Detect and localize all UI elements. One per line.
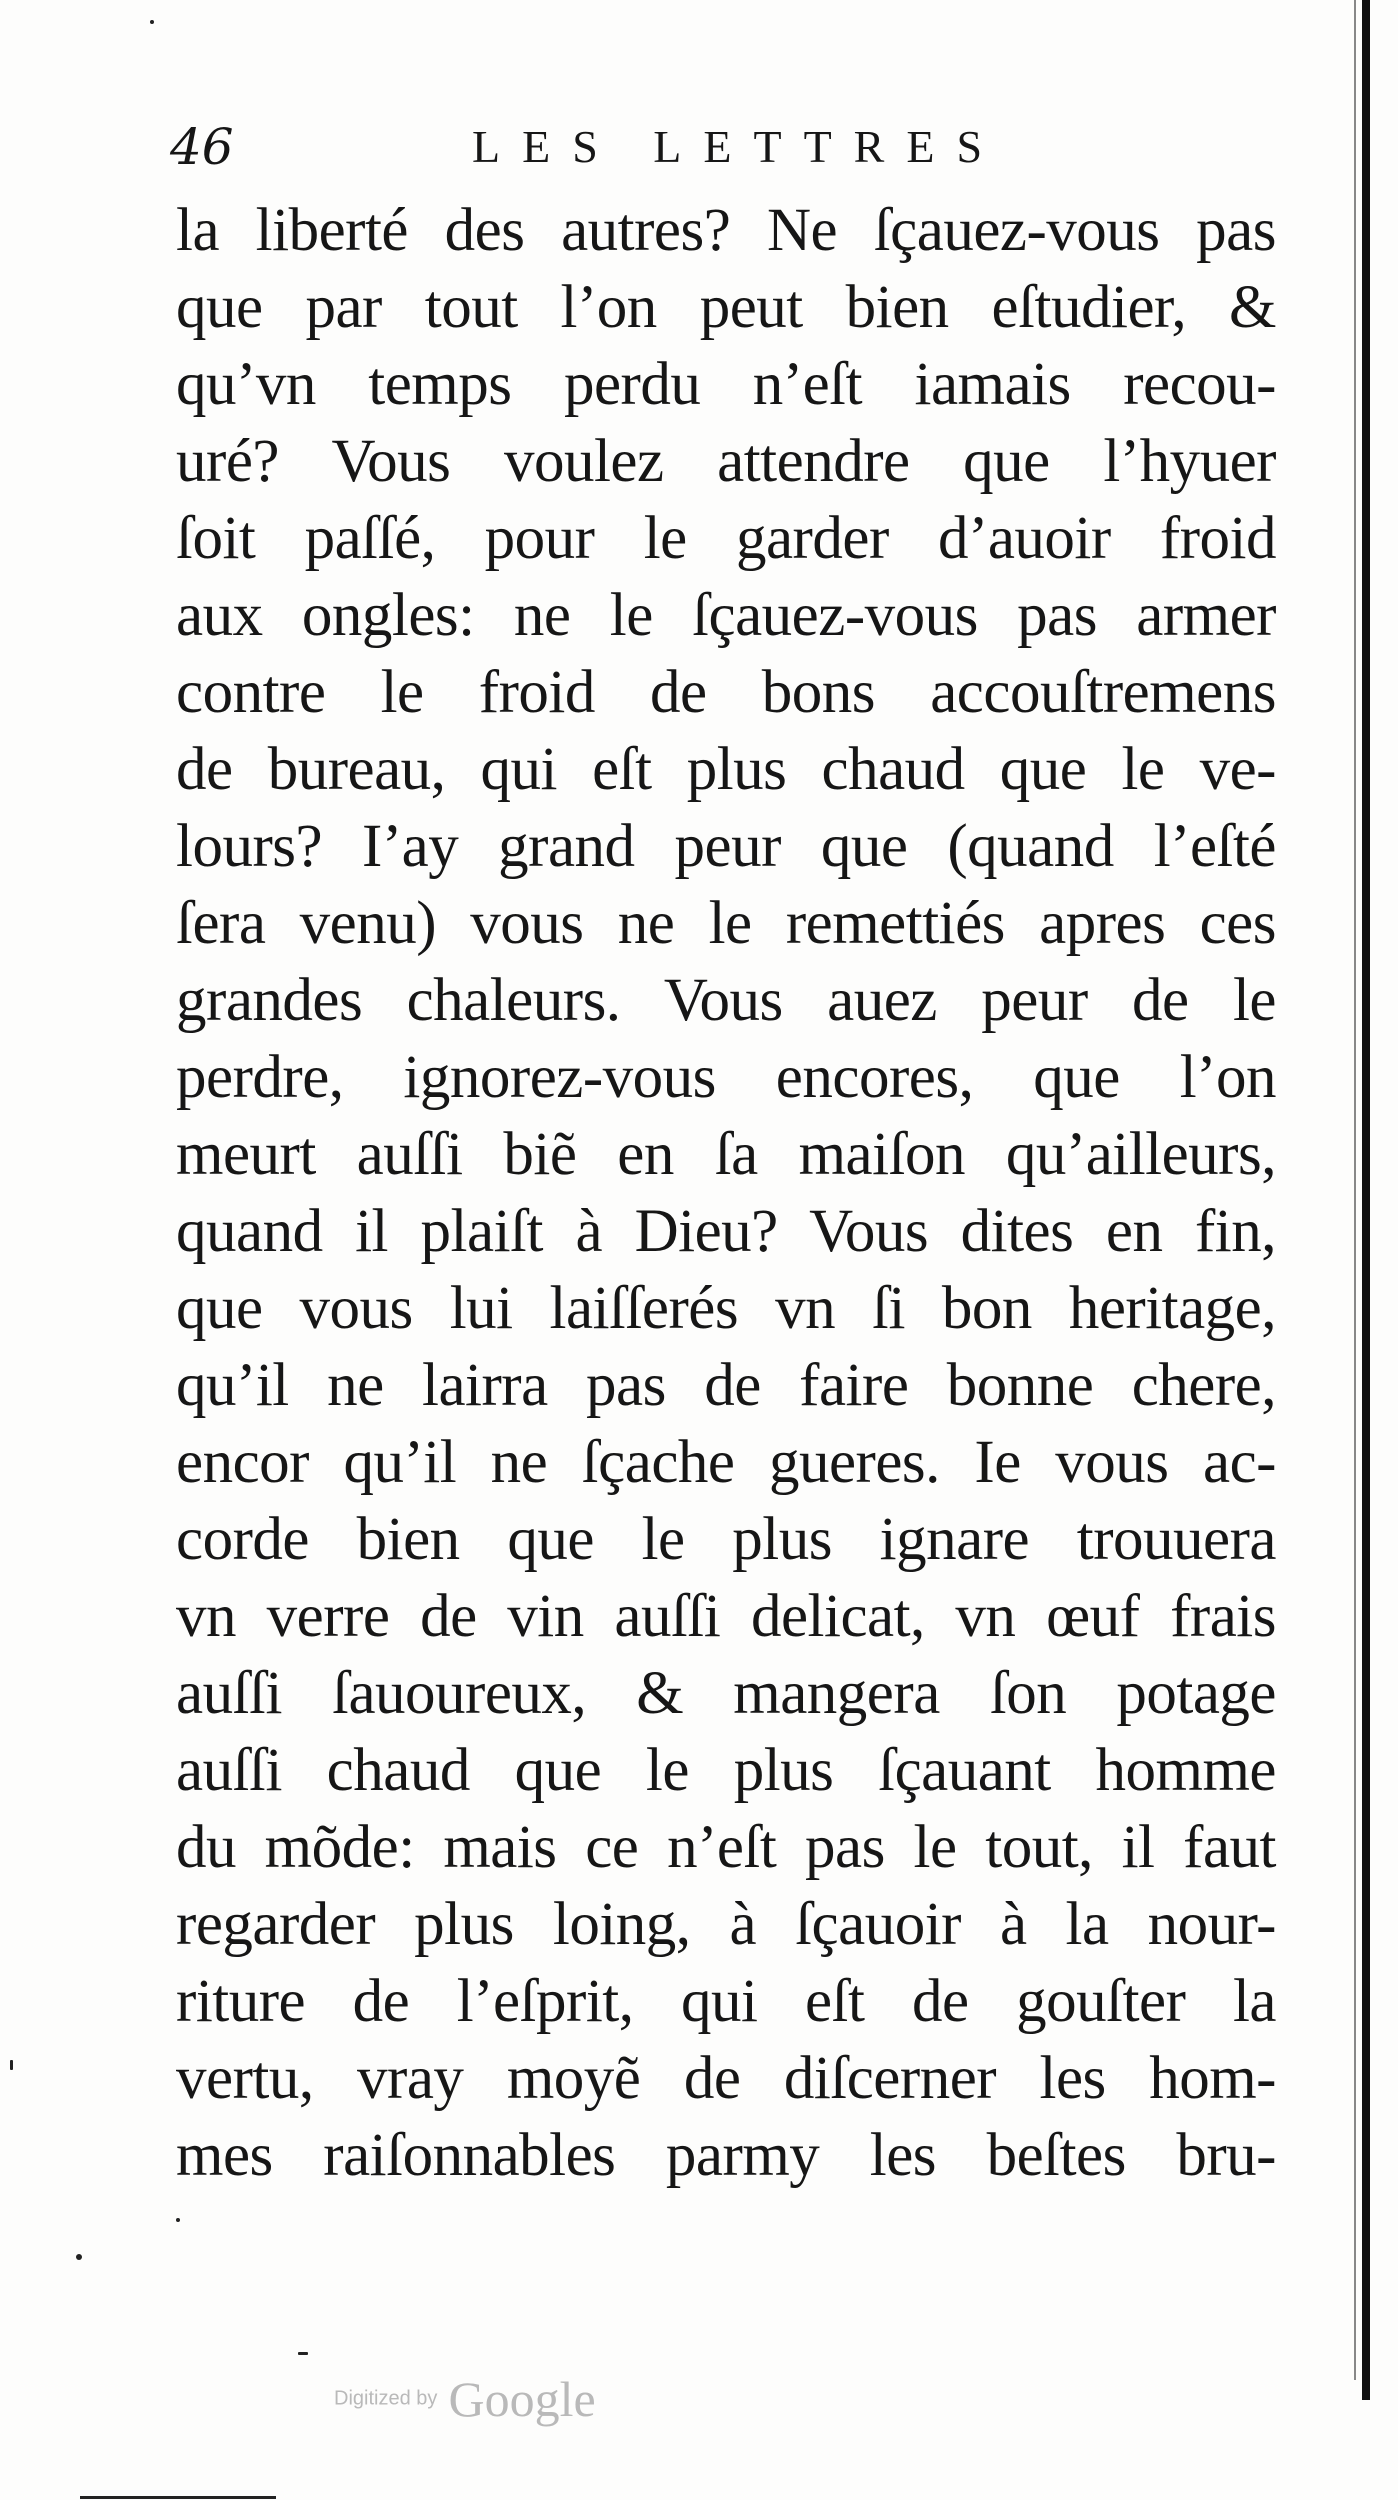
text-line: de bureau, qui eſt plus chaud que le ve- [176,736,1276,803]
text-line: perdre, ignorez-vous encores, que l’on [176,1044,1276,1111]
running-title: LES LETTRES [472,121,1005,172]
text-line: que vous lui laiſſerés vn ſi bon heritage, [176,1275,1276,1342]
text-line: qu’il ne lairra pas de faire bonne chere, [176,1352,1276,1419]
text-line: uré? Vous voulez attendre que l’hyuer [176,428,1276,495]
text-line: que par tout l’on peut bien eſtudier, & [176,274,1276,341]
page-edge-shadow [1354,0,1356,2380]
text-line: meurt auſſi biẽ en ſa maiſon qu’ailleurs, [176,1121,1276,1188]
text-line: auſſi chaud que le plus ſçauant homme [176,1737,1276,1804]
scan-speck [298,2352,308,2355]
text-line: la liberté des autres? Ne ſçauez-vous pas [176,197,1276,264]
scan-speck [10,2060,13,2070]
text-line: corde bien que le plus ignare trouuera [176,1506,1276,1573]
text-line: ſoit paſſé, pour le garder d’auoir froid [176,505,1276,572]
google-logo-text: Google [448,2371,596,2427]
page-binding-edge [1362,0,1370,2400]
text-line: regarder plus loing, à ſçauoir à la nour- [176,1891,1276,1958]
text-line: contre le froid de bons accouſtremens [176,659,1276,726]
page-number: 46 [170,118,234,176]
text-line: aux ongles: ne le ſçauez-vous pas armer [176,582,1276,649]
bottom-rule [80,2496,276,2499]
body-text [176,192,1276,2194]
digitized-by-label: Digitized by [334,2387,438,2410]
text-line: quand il plaiſt à Dieu? Vous dites en fin, [176,1198,1276,1265]
text-line: encor qu’il ne ſçache gueres. Ie vous ac- [176,1429,1276,1496]
text-line: vn verre de vin auſſi delicat, vn œuf frais [176,1583,1276,1650]
text-line: qu’vn temps perdu n’eſt iamais recou- [176,351,1276,418]
scan-speck [76,2254,82,2260]
digitized-by-google-watermark [334,2370,596,2440]
scan-speck [150,20,154,24]
text-line: du mõde: mais ce n’eſt pas le tout, il faut [176,1814,1276,1881]
text-line: riture de l’eſprit, qui eſt de gouſter la [176,1968,1276,2035]
text-line: ſera venu) vous ne le remettiés apres ces [176,890,1276,957]
text-line: vertu, vray moyẽ de diſcerner les hom- [176,2045,1276,2112]
running-head [170,112,1290,182]
text-line: auſſi ſauoureux, & mangera ſon potage [176,1660,1276,1727]
scan-speck [176,2218,180,2222]
text-line: mes raiſonnables parmy les beſtes bru- [176,2122,1276,2189]
text-line: grandes chaleurs. Vous auez peur de le [176,967,1276,1034]
text-line: lours? I’ay grand peur que (quand l’eſté [176,813,1276,880]
